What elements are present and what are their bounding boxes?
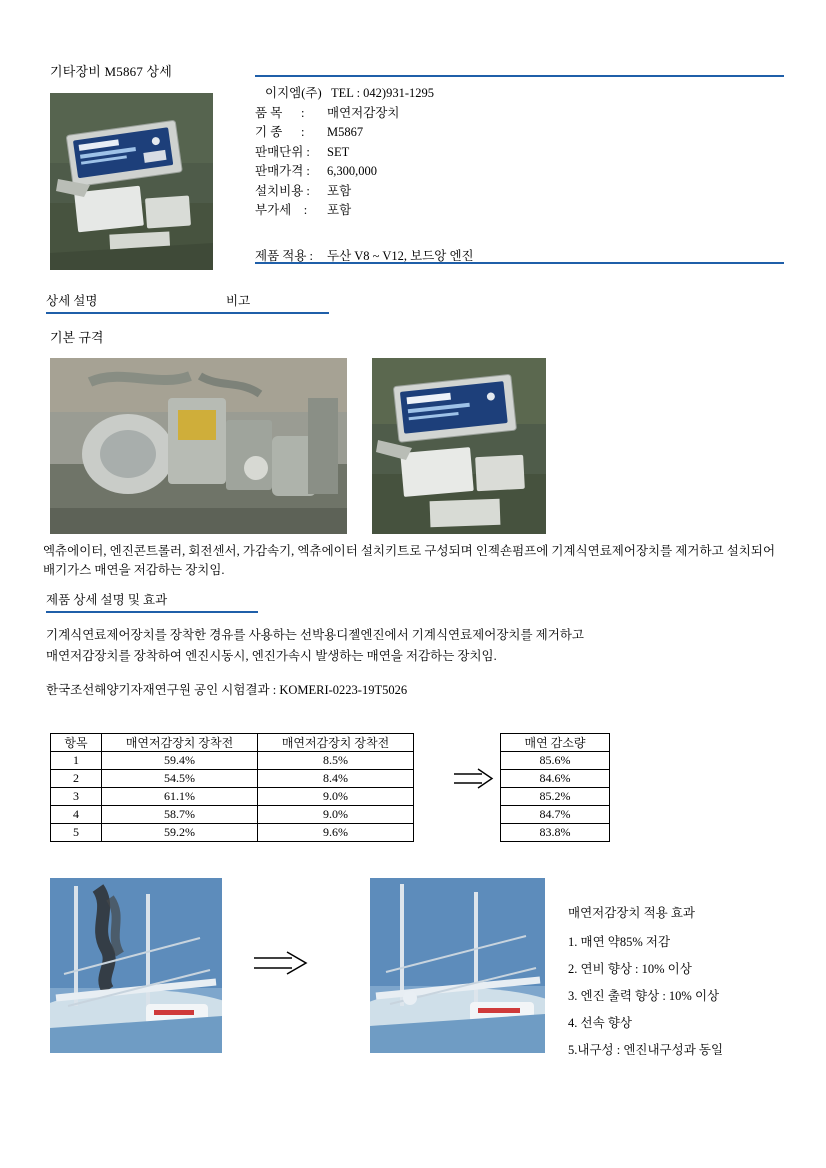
info-label: 설치비용 : (255, 183, 310, 198)
section-heading-product-detail (46, 590, 258, 613)
before-photo-art (50, 878, 222, 1053)
info-lines (255, 77, 784, 266)
table-cell-blank (610, 806, 791, 824)
basic-spec-label: 기본 규격 (50, 330, 104, 345)
table-cell-blank (610, 770, 791, 788)
info-row-price (255, 162, 784, 182)
table-cell-blank (610, 752, 791, 770)
table-cell: 9.6% (258, 824, 414, 842)
info-row-item (255, 104, 784, 124)
table-header-row (51, 734, 414, 752)
table-cell: 61.1% (102, 788, 258, 806)
table-header-blank (610, 734, 791, 752)
info-value: 6,300,000 (327, 164, 377, 178)
product-photo-main-art (50, 93, 213, 270)
table-cell: 9.0% (258, 788, 414, 806)
info-label: 기 종 : (255, 125, 305, 139)
info-label: 판매가격 : (255, 164, 310, 178)
table-row (51, 824, 414, 842)
reduction-table (500, 733, 790, 842)
effects-item: 1. 매연 약85% 저감 (568, 935, 671, 949)
description-paragraph: 엑츄에이터, 엔진콘트롤러, 회전센서, 가감속기, 엑츄에이터 설치키트로 구성되며 인젝숀펌프에 기계식연료제어장치를 제거하고 설치되어 배기가스 매연을 저감하는 장치임. (43, 544, 776, 577)
product-detail-paragraph (46, 625, 786, 667)
table-cell: 83.8% (501, 824, 610, 842)
table-cell: 4 (51, 806, 102, 824)
effects-list (568, 900, 723, 1064)
table-cell: 1 (51, 752, 102, 770)
table-row (501, 824, 791, 842)
info-rule-bottom (255, 262, 784, 264)
effects-item: 5.내구성 : 엔진내구성과 동일 (568, 1043, 724, 1057)
info-row-unit (255, 143, 784, 163)
info-row-model (255, 123, 784, 143)
section-heading-remark-label: 비고 (226, 294, 251, 308)
info-value: 두산 V8 ~ V12, 보드앙 엔진 (327, 248, 474, 263)
table-header-cell: 매연 감소량 (501, 734, 610, 752)
info-row-install (255, 182, 784, 202)
table-cell: 5 (51, 824, 102, 842)
table-cell: 8.5% (258, 752, 414, 770)
table-cell: 9.0% (258, 806, 414, 824)
info-value: 매연저감장치 (327, 105, 400, 120)
table-cell: 3 (51, 788, 102, 806)
effects-item: 2. 연비 향상 : 10% 이상 (568, 962, 692, 976)
info-company: 이지엠(주) TEL : 042)931-1295 (265, 86, 434, 100)
table-header-cell: 매연저감장치 장착전 (258, 734, 414, 752)
after-photo-clean (370, 878, 545, 1053)
product-detail-line-2: 매연저감장치를 장착하여 엔진시동시, 엔진가속시 발생하는 매연을 저감하는 장치임. (46, 649, 497, 663)
table-row (501, 806, 791, 824)
table-cell: 85.6% (501, 752, 610, 770)
table-cell: 84.7% (501, 806, 610, 824)
table-row (501, 752, 791, 770)
device-photo-secondary (372, 358, 546, 534)
table-cell: 59.2% (102, 824, 258, 842)
double-arrow-right-icon-bottom (252, 950, 308, 976)
engine-photo-art (50, 358, 347, 534)
section-heading-detail (46, 291, 329, 314)
table-header-cell: 매연저감장치 장착전 (102, 734, 258, 752)
info-label: 제품 적용 : (255, 248, 314, 263)
effects-item: 3. 엔진 출력 향상 : 10% 이상 (568, 989, 720, 1003)
product-info-box (255, 75, 784, 266)
table-row (51, 770, 414, 788)
info-label: 품 목 : (255, 105, 305, 120)
section-heading-detail-label: 상세 설명 (46, 294, 98, 308)
section-heading-detail-underline (46, 291, 329, 314)
table-cell-blank (610, 824, 791, 842)
info-value: 포함 (327, 203, 352, 217)
double-arrow-right-icon (452, 768, 494, 790)
info-value: M5867 (327, 125, 364, 139)
after-photo-art (370, 878, 545, 1053)
info-label: 부가세 : (255, 203, 308, 217)
page-title: 기타장비 M5867 상세 (50, 64, 173, 79)
table-row (501, 770, 791, 788)
table-cell: 85.2% (501, 788, 610, 806)
product-detail-line-1: 기계식연료제어장치를 장착한 경유를 사용하는 선박용디젤엔진에서 기계식연료제어장치를 제거하고 (46, 628, 584, 642)
effects-title: 매연저감장치 적용 효과 (568, 906, 696, 920)
info-value: 포함 (327, 183, 352, 198)
info-row-vat (255, 201, 784, 221)
table-cell: 2 (51, 770, 102, 788)
info-label: 판매단위 : (255, 144, 310, 159)
table-cell: 58.7% (102, 806, 258, 824)
table-row (51, 806, 414, 824)
engine-photo (50, 358, 347, 534)
info-value: SET (327, 144, 350, 159)
device-photo-secondary-art (372, 358, 546, 534)
table-cell: 84.6% (501, 770, 610, 788)
table-row (501, 788, 791, 806)
results-table (50, 733, 414, 842)
table-header-row (501, 734, 791, 752)
table-cell-blank (610, 788, 791, 806)
table-header-cell: 항목 (51, 734, 102, 752)
table-cell: 59.4% (102, 752, 258, 770)
effects-item: 4. 선속 향상 (568, 1016, 632, 1030)
table-row (51, 752, 414, 770)
product-photo-main (50, 93, 213, 270)
section-heading-product-detail-underline: 제품 상세 설명 및 효과 (46, 590, 258, 613)
before-photo-smoke (50, 878, 222, 1053)
table-cell: 54.5% (102, 770, 258, 788)
table-cell: 8.4% (258, 770, 414, 788)
certification-line: 한국조선해양기자재연구원 공인 시험결과 : KOMERI-0223-19T5026 (46, 683, 408, 697)
table-row (51, 788, 414, 806)
